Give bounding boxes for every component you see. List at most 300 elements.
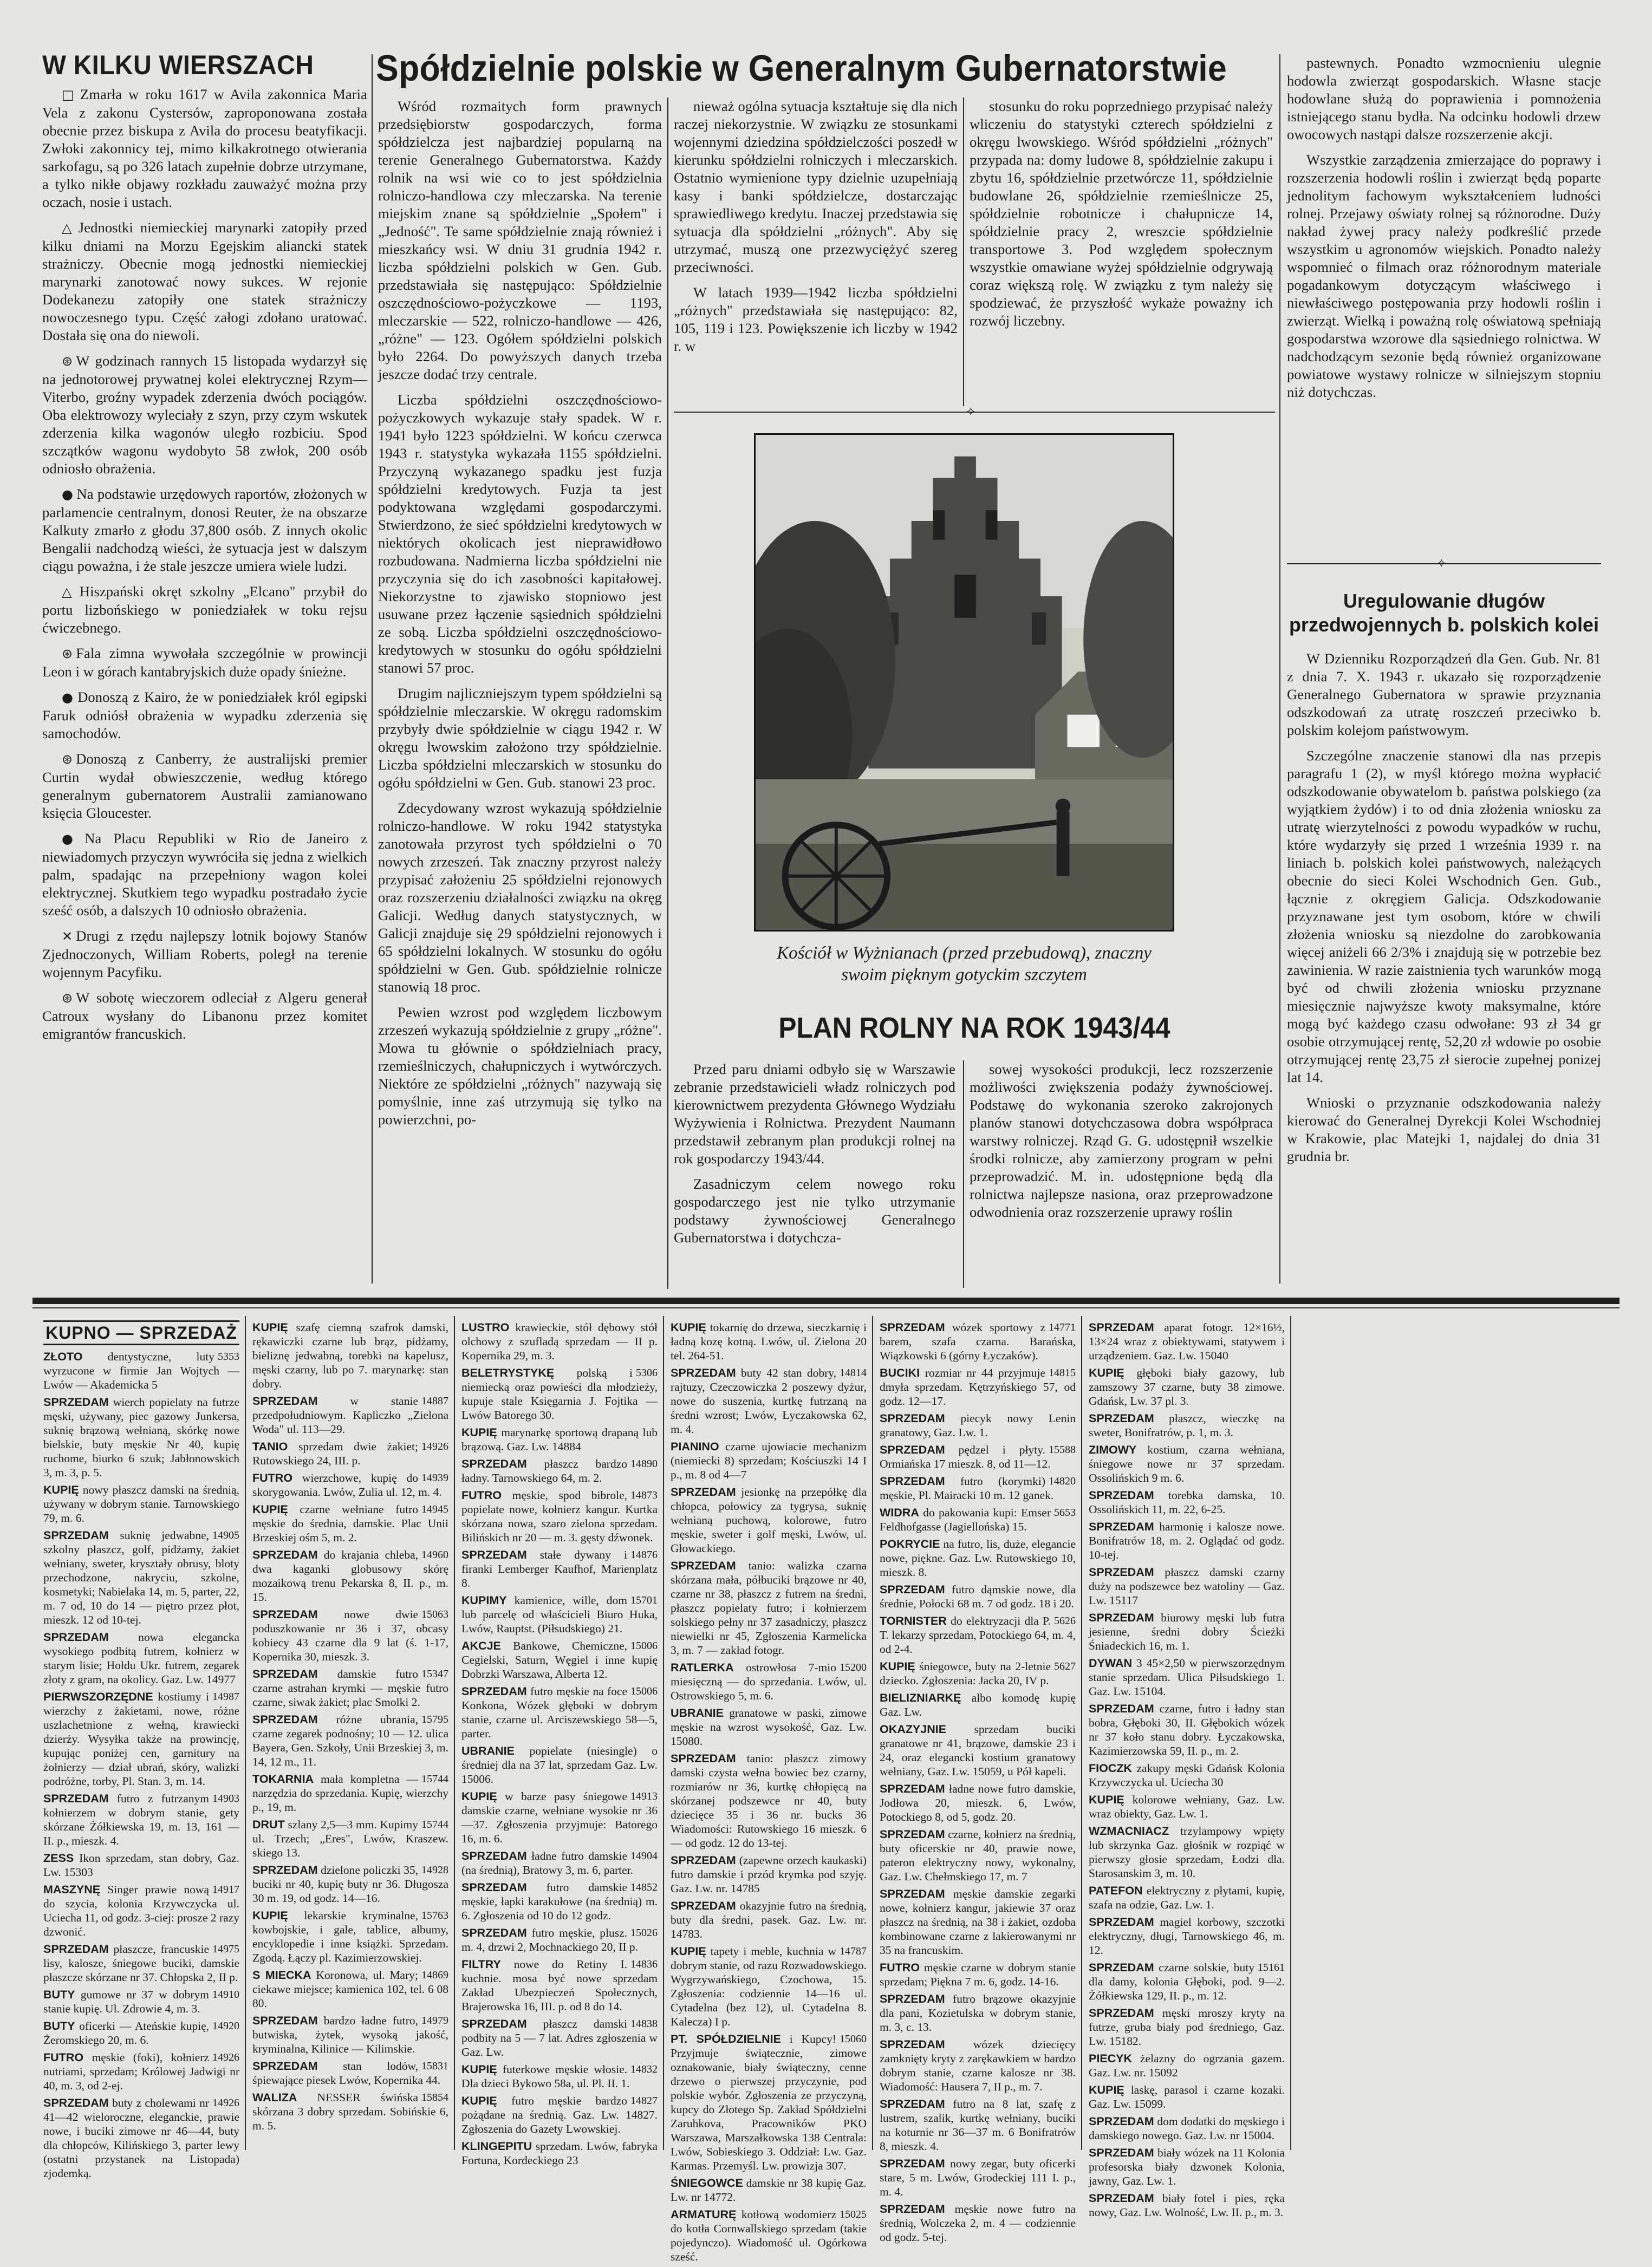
classified-ad bbox=[1089, 1565, 1285, 1607]
ad-keyword: SPRZEDAM bbox=[43, 1529, 109, 1542]
ad-number: 14869 bbox=[421, 1969, 448, 1981]
ad-keyword: SPRZEDAM bbox=[1089, 1321, 1154, 1334]
ad-text: rozmiar nr 44 przyjmuje dmyła sprzedam. Kętrzyńskiego 57, od godz. 12—17. bbox=[880, 1366, 1076, 1408]
short-news-item bbox=[42, 644, 367, 681]
classified-ad bbox=[880, 1411, 1076, 1439]
main-article-paragraph: Pewien wzrost pod względem liczbowym zrzeszeń wykazują spółdzielnie z grupy „różne". Mowa tu głównie o spółdzielniach pracy, rzemieślniczych, chałupniczych i wytwórczych. Niektóre ze spółdzielni „różnych" nazywają się pomyślnie, inne zaś utrzymują się tylko na powierzchni, po- bbox=[378, 1004, 662, 1128]
ad-keyword: SPRZEDAM bbox=[252, 1548, 318, 1561]
news-bullet-icon: ⊛ bbox=[62, 646, 73, 661]
ad-number: 14926 bbox=[421, 1441, 448, 1452]
ad-keyword: SPRZEDAM bbox=[880, 2097, 945, 2110]
ad-keyword: PIECYK bbox=[1089, 2052, 1133, 2065]
ad-text: Ikon sprzedam, stan dobry, Gaz. Lw. 15303 bbox=[43, 1852, 239, 1879]
ad-keyword: SPRZEDAM bbox=[671, 1854, 736, 1867]
short-news-item bbox=[42, 927, 367, 981]
classified-ad bbox=[43, 2096, 239, 2180]
ad-keyword: SPRZEDAM bbox=[880, 1828, 945, 1841]
ad-text: futro męskie bardzo pożądane na średnią. Gaz. Lw. 14827. Zgłoszenia do Gazety Lwowskiej. bbox=[461, 2094, 658, 2135]
ad-keyword: SPRZEDAM bbox=[671, 1899, 736, 1912]
classified-ad bbox=[252, 1607, 448, 1664]
ad-keyword: SPRZEDAM bbox=[1089, 2115, 1154, 2128]
classified-ad bbox=[880, 1659, 1076, 1688]
ad-keyword: SPRZEDAM bbox=[880, 2038, 945, 2051]
ad-keyword: SPRZEDAM bbox=[461, 1881, 527, 1894]
ad-keyword: ŚNIEGOWCE bbox=[671, 2177, 743, 2190]
ad-number: 14928 bbox=[421, 1864, 448, 1876]
ad-text: wierzchowe, kupię do skorygowania. Lwów, Zulia ul. 12, m. 4. bbox=[252, 1471, 442, 1499]
ads-column-5 bbox=[880, 1320, 1076, 2248]
column-rule bbox=[963, 1060, 964, 1288]
short-news-item bbox=[42, 352, 367, 478]
main-article-col3 bbox=[970, 97, 1273, 337]
ad-text: krawieckie, stół dębowy stół olchowy z szufladą sprzedam — II p. Kopernika 29, m. 3. bbox=[461, 1321, 658, 1362]
ad-number: 15588 bbox=[1049, 1444, 1076, 1456]
main-article-paragraph: nieważ ogólna sytuacja kształtuje się dla nich raczej niekorzystnie. W związku ze stosunkami wojennymi dziedzina spółdzielczości poszedł w kierunku spółdzielni rolniczych i mleczarskich. Ostatnio wymienione typy dzielnie uzupełniają kasy i banki spółdzielcze, dostarczając sprawiedliwego kredytu. Inaczej przedstawia się sytuacja dla spółdzielni „różnych". Aby się utrzymać, muszą one przezwyciężyć szereg przeciwności. bbox=[674, 98, 958, 275]
classified-ad bbox=[1089, 1656, 1285, 1698]
classified-ad bbox=[461, 1425, 658, 1454]
classified-ad bbox=[1089, 1520, 1285, 1562]
classified-ad bbox=[1089, 1320, 1285, 1363]
ad-text: i Kupcy! Przyjmuje świątecznie, zimowe oznakowanie, biały świąteczny, cenne drzewo o pierwszej przyczynie, pod polskie wybór. Zgłoszenia ze przyczyną, kupcy do Złotego Sp. Zakład Spółdzielni Zaruhkova, Pracowników PKO Warszawa, Marszałkowska 138 Centrala: Lwów, Sobieskiego 3. Oddział: Lw. Gaz. Karmas. Przemyśl. Lw. prowizja 307. bbox=[671, 2033, 867, 2172]
ad-text: głęboki biały gazowy, lub zamszowy 37 czarne, buty 38 zimowe. Gdańsk, Lw. 37 pl. 3. bbox=[1089, 1366, 1285, 1408]
ad-keyword: SPRZEDAM bbox=[252, 1667, 318, 1680]
ad-text: płaszcz bardzo ładny. Tarnowskiego 64, m. 2. bbox=[461, 1457, 627, 1484]
classified-ad bbox=[461, 1593, 658, 1636]
ad-keyword: SPRZEDAM bbox=[880, 1583, 945, 1596]
news-bullet-icon: □ bbox=[62, 87, 77, 102]
column-rule bbox=[667, 97, 668, 1289]
news-bullet-icon: ● bbox=[62, 487, 74, 502]
ad-text: popielate (niesingle) o średniej dla na 37 lat, sprzedam Gaz. Lw. 15006. bbox=[461, 1744, 658, 1786]
classified-ad bbox=[671, 1366, 867, 1436]
classified-ad bbox=[43, 1882, 239, 1939]
ad-number: 15006 bbox=[630, 1685, 658, 1697]
ad-text: wierch popielaty na futrze męski, używany, piec gazowy Junkersa, suknię brązową wełnianą, skórkę nowe bielskie, buty męskie Nr 40, kupię ruchome, biurko 6 szuk; Jabłonowskich 3, m. 3, p. 5. bbox=[43, 1396, 239, 1479]
main-article-paragraph: Liczba spółdzielni oszczędnościowo-pożyczkowych wykazuje stały spadek. W r. 1941 było 1223 spółdzielni. W końcu czerwca 1943 r. statystyka wykazała 1155 spółdzielni. Przyczyną wykazanego spadku jest fuzja spółdzielni kredytowych. Fuzja ta jest podyktowana względami gospodarczymi. Stwierdzono, że sieć spółdzielni kredytowych w niektórych okolicach jest nieprawidłowo rozbudowana. Nadmierna liczba spółdzielni nie przyczynia się do ich zasobności kapitałowej. Niekorzystne to zjawisko stopniowo jest usuwane przez łączenie sąsiednich spółdzielni ze sobą. Liczba spółdzielni oszczędnościowo-kredytowych w stosunku do ogółu spółdzielni stanowi 57 proc. bbox=[378, 392, 662, 676]
ad-keyword: KUPIĘ bbox=[461, 1790, 497, 1803]
classified-ad bbox=[252, 1320, 448, 1391]
classified-ad bbox=[671, 1485, 867, 1555]
ad-text: futro z futrzanym kołnierzem w dobrym stanie, gety skórzane Żółkiewska 19, m. 13, 161 — II. p., mieszk. 4. bbox=[43, 1792, 239, 1847]
ad-number: 5627 bbox=[1054, 1660, 1076, 1672]
ad-number: 15744 bbox=[421, 1773, 448, 1785]
ad-text: sprzedam buciki granatowe nr 41, brązowe, damskie 23 i 24, oraz elegancki kostium granatowy wełniany, Gaz. Lw. 15059, u Pół kapeli. bbox=[880, 1723, 1076, 1778]
ad-number: 14815 bbox=[1049, 1367, 1076, 1379]
news-bullet-icon: ⊛ bbox=[62, 752, 73, 767]
ad-text: futro męskie na foce Konkona, Wózek głęboki w dobrym stanie, czarne ul. Arciszewskiego 58—5, parter. bbox=[461, 1685, 658, 1740]
ad-text: polską i niemiecką oraz powieści dla młodzieży, kupuje stale Księgarnia J. Fojtika — Lwów Batorego 30. bbox=[461, 1366, 658, 1422]
photo-caption: Kościół w Wyżnianach (przed przebudową), znaczny swoim pięknym gotyckim szczytem bbox=[777, 943, 1152, 985]
ad-number: 14917 bbox=[212, 1884, 239, 1895]
ad-text: NESSER świńska skórzana 3 dobry sprzedam. Sobińskie 6, m. 5. bbox=[252, 2091, 448, 2132]
ad-keyword: KUPIMY bbox=[461, 1594, 507, 1607]
ad-keyword: KUPIĘ bbox=[461, 2094, 497, 2107]
classified-ad bbox=[43, 1483, 239, 1525]
classified-ad bbox=[671, 1660, 867, 1703]
classified-ad bbox=[1089, 1761, 1285, 1789]
ad-keyword: BIELIZNIARKĘ bbox=[880, 1691, 961, 1704]
ads-column-2 bbox=[252, 1320, 448, 2136]
ad-text: kostiumy i wierzchy z żakietami, nowe, różne uszlachetnione z wełną, krawiecki dzierży. Wysyłka także na prowincję, kupując poniżej cen, garnitury na żołnierzy — dział ubrań, skóry, walizki podróżne, torby, Pl. Stan. 3, m. 14. bbox=[43, 1690, 239, 1788]
ad-text: dzielone policzki 35, buciki nr 40, kupię buty nr 36. Długosza 30 m. 19, od godz. 14—16. bbox=[252, 1864, 448, 1905]
classified-ad bbox=[671, 1899, 867, 1941]
ad-text: ładne nowe futro damskie, Jodłowa 20, mieszk. 6, Lwów, Potockiego 8, od 5, godz. 20. bbox=[880, 1782, 1076, 1823]
ad-keyword: SPRZEDAM bbox=[461, 1548, 527, 1561]
ad-text: męski mroszy kryty na futrze, gruba biały pod średniego, Gaz. Lw. 15182. bbox=[1089, 2007, 1285, 2048]
short-news-text: W godzinach rannych 15 listopada wydarzył się na jednotorowej prywatnej kolei elektrycznej Rzym—Viterbo, groźny wypadek zderzenia dwóch pociągów. Oba elektrowozy wyleciały z szyn, przy czym wskutek zderzenia kilka wagonów uległo rozbiciu. Spod szczątków wagonu wydobyto 58 zwłok, 200 osób odniosło obrażenia. bbox=[42, 353, 367, 477]
ad-text: żelazny do ogrzania gazem. Gaz. Lw. nr. 15092 bbox=[1089, 2052, 1285, 2079]
classified-ad bbox=[461, 1684, 658, 1741]
column-rule bbox=[372, 54, 373, 1284]
plan-article-left bbox=[674, 1060, 955, 1254]
classified-ad bbox=[880, 1537, 1076, 1579]
ad-number: 15200 bbox=[840, 1662, 867, 1673]
classified-ad bbox=[880, 1366, 1076, 1408]
classified-ad bbox=[252, 1968, 448, 2010]
classified-ad bbox=[43, 1690, 239, 1788]
ad-number: 5653 bbox=[1054, 1507, 1076, 1519]
separator-ornament: ⟡ bbox=[1438, 556, 1446, 570]
farming-column bbox=[1287, 54, 1601, 409]
ad-text: szlany 2,5—3 mm. Kupimy ul. Trzech; „Eres", Lwów, Kraszew. skiego 13. bbox=[252, 1818, 448, 1859]
classified-ad bbox=[43, 2050, 239, 2093]
ad-keyword: KUPIĘ bbox=[671, 1945, 706, 1958]
news-bullet-icon: ✕ bbox=[62, 929, 73, 944]
ad-text: futro dąmskie nowe, dla średnie, Połocki 68 m. 7 od godz. 18 i 20. bbox=[880, 1583, 1076, 1610]
ad-keyword: SPRZEDAM bbox=[1089, 1489, 1154, 1502]
ad-number: 14887 bbox=[421, 1395, 448, 1407]
ad-keyword: SPRZEDAM bbox=[880, 1887, 945, 1900]
classified-ad bbox=[880, 1691, 1076, 1719]
ad-number: 14979 bbox=[421, 2015, 448, 2027]
ad-keyword: BUTY bbox=[43, 2020, 75, 2033]
ad-keyword: WIDRA bbox=[880, 1506, 919, 1519]
ad-text: różne ubrania, czarne zegarek podnośny; 10 — 12. ulica Bayera, Gen. Szkoły, Unii Brzeskiej 3, m. 14, 12 m., 11. bbox=[252, 1713, 448, 1768]
news-bullet-icon: △ bbox=[62, 584, 76, 600]
classified-ad bbox=[461, 1744, 658, 1786]
plan-headline: PLAN ROLNY NA ROK 1943/44 bbox=[778, 1012, 1170, 1044]
ad-number: 14904 bbox=[630, 1850, 658, 1862]
classified-ad bbox=[1089, 1611, 1285, 1653]
ad-text: męskie nowe futro na średnią, Wolczeka 2, m. 4 — codziennie od godz. 5-tej. bbox=[880, 2203, 1076, 2244]
ad-keyword: SPRZEDAM bbox=[880, 1992, 945, 2005]
ad-keyword: BELETRYSTYKĘ bbox=[461, 1366, 555, 1379]
ad-number: 14836 bbox=[630, 1958, 658, 1970]
ad-text: kostium, czarna wełniana, śniegowe nowe nr 37 sprzedam. Ossolińskich 9 m. 6. bbox=[1089, 1443, 1285, 1484]
ad-keyword: POKRYCIE bbox=[880, 1538, 940, 1551]
ad-number: 14903 bbox=[212, 1793, 239, 1805]
news-bullet-icon: ⊛ bbox=[62, 991, 73, 1006]
ads-section-rule bbox=[32, 1298, 1620, 1304]
ad-text: tanio: płaszcz zimowy damski czysta wełna bowiec bez czarny, rozmiarów nr 36, kurtkę chłopięcą na skórzanej podszewce nr 40, buty dziecięce 35 i 36 nr. bucks 36 Wiadomości: Rutowskiego 16 mieszk. 6 — od godz. 12 do 13-tej. bbox=[671, 1752, 867, 1849]
classified-ad bbox=[1089, 1793, 1285, 1821]
ad-keyword: ZŁOTO bbox=[43, 1350, 83, 1363]
ads-column-1 bbox=[43, 1320, 239, 2184]
ad-text: czarne solskie, buty dla damy, kolonia Głęboki, pod. 9—2. Żółkiewska 129, II. p., m. 12. bbox=[1089, 1961, 1285, 2002]
classified-ad bbox=[461, 1926, 658, 1954]
church-photo-drawing bbox=[756, 435, 1173, 930]
classified-ad bbox=[671, 2176, 867, 2204]
ad-text: Singer prawie nową do szycia, kolonia Krzywczycka ul. Uciecha 11, od godz. 3-ciej: prosze 2 razy dzwonić. bbox=[43, 1883, 239, 1938]
ad-keyword: KUPIĘ bbox=[671, 1321, 706, 1334]
ad-keyword: PIANINO bbox=[671, 1440, 719, 1453]
ad-keyword: SPRZEDAM bbox=[461, 2017, 527, 2030]
ad-text: tokarnię do drzewa, sieczkarnię i ładną kozę kotną. Lwów, ul. Zielona 20 tel. 264-51. bbox=[671, 1321, 867, 1362]
main-article-paragraph: Wśród rozmaitych form prawnych przedsiębiorstw gospodarczych, forma spółdzielcza jest najbardziej popularną na terenie Generalnego Gubernatorstwa. Każdy rolnik na wsi wie co to jest spółdzielnia rolniczo-handlowa czy mleczarska. Na terenie miejskim znane są spółdzielnie „Społem" i „Jedność". Te same spółdzielnie znają również i mieszkańcy wsi. W dniu 31 grudnia 1942 r. liczba spółdzielni polskich w Gen. Gub. przedstawiała się następująco: Spółdzielnie oszczędnościowo-pożyczkowe — 1193, mleczarskie — 522, rolniczo-handlowe — 426, „różne" — 123. Ogółem spółdzielni polskich było 2264. Do powyższych danych trzeba jeszcze dodać trzy centrale. bbox=[378, 98, 662, 382]
ad-text: ostrowłosa 7-mio miesięczną — do sprzedania. Lwów, ul. Ostrowskiego 5, m. 6. bbox=[671, 1661, 867, 1702]
ad-keyword: ARMATURĘ bbox=[671, 2208, 737, 2221]
ad-text: futro (korymki) męskie, Pl. Mairacki 10 m. 12 ganek. bbox=[880, 1475, 1054, 1502]
classified-ad bbox=[252, 2090, 448, 2133]
ad-keyword: KLINGEPITU bbox=[461, 2140, 532, 2153]
main-article-col2 bbox=[674, 97, 958, 363]
ad-keyword: SPRZEDAM bbox=[1089, 2146, 1154, 2159]
classified-ad bbox=[461, 1366, 658, 1422]
ad-text: nowy zegar, buty oficerki stare, 5 m. Lwów, Grodeckiej 111 I. p., m. 4. bbox=[880, 2157, 1076, 2198]
ad-keyword: FUTRO bbox=[252, 1471, 293, 1484]
ad-keyword: UBRANIE bbox=[671, 1706, 724, 1719]
short-news-item bbox=[42, 830, 367, 920]
ad-keyword: RATLERKA bbox=[671, 1661, 734, 1674]
ad-text: do elektryzacji dla P. T. lekarzy sprzedam, Potockiego 64, m. 4, od 2-4. bbox=[880, 1614, 1076, 1656]
ad-keyword: SPRZEDAM bbox=[671, 1486, 736, 1499]
classified-ad bbox=[671, 1944, 867, 2029]
ad-keyword: ZESS bbox=[43, 1852, 74, 1865]
ad-keyword: PIERWSZORZĘDNE bbox=[43, 1690, 153, 1703]
ad-keyword: KUPIĘ bbox=[1089, 2083, 1124, 2096]
classified-ad bbox=[252, 2059, 448, 2087]
plan-article-paragraph: sowej wysokości produkcji, lecz rozszerzenie możliwości zwiększenia podaży żywnościowej. Podstawę do wykonania szeroko zakrojonych planów stanowi dotychczasowa dobra współpraca warstwy rolniczej. Rząd G. G. udostępnił wszelkie środki rolnicze, aby zamierzony program w pełni przeprowadzić. M. in. udostępnione będą dla rolnictwa najlepsze nasiona, oraz przeprowadzone odwodnienia oraz rozszerzenie uprawy roślin bbox=[970, 1061, 1273, 1220]
ad-keyword: PATEFON bbox=[1089, 1884, 1143, 1897]
ad-text: futerkowe męskie włosie. Dla dzieci Bykowo 58a, ul. Pl. II. 1. bbox=[461, 2063, 630, 2090]
ad-number: 15744 bbox=[421, 1819, 448, 1830]
classified-ad bbox=[1089, 1411, 1285, 1439]
ad-keyword: KUPIĘ bbox=[252, 1321, 288, 1334]
classified-ad bbox=[43, 1630, 239, 1686]
ad-text: płaszcz damski podbity na 5 — 7 lat. Adres zgłoszenia w Gaz. Lw. bbox=[461, 2017, 658, 2058]
ad-text: wózek sportowy z barem, szafa czarna. Barańska, Wiązkowski 6 (górny Łyczaków). bbox=[880, 1321, 1076, 1362]
plan-article-paragraph: Przed paru dniami odbyło się w Warszawie zebranie przedstawicieli władz rolniczych pod kierownictwem prezydenta Głównego Wydziału Wyżywienia i Rolnictwa. Prezydent Naumann przedstawił zebranym plan produkcji rolnej na rok gospodarczy 1943/44. bbox=[674, 1061, 955, 1167]
farming-paragraph: pastewnych. Ponadto wzmocnieniu ulegnie hodowla zwierząt gospodarskich. Własne stacje hodowlane służą do poprawienia i pomnożenia istniejącego stanu bydła. Na odcinku hodowli drzew owocowych nastąpi dalsze rozszerzenie akcji. bbox=[1287, 55, 1601, 142]
short-news-item bbox=[42, 688, 367, 742]
short-news-item bbox=[42, 485, 367, 575]
ad-text: trzylampowy wpięty lub skrzynka Gaz. głośnik w rozpiąć w pierwszy głosie sprzedam, Łodzi dla. Starosanskim 3, m. 10. bbox=[1089, 1825, 1285, 1880]
ad-keyword: SPRZEDAM bbox=[252, 1713, 318, 1726]
news-bullet-icon: △ bbox=[62, 220, 75, 236]
classified-ad bbox=[461, 2017, 658, 2059]
classified-ad bbox=[880, 2097, 1076, 2153]
ad-keyword: SPRZEDAM bbox=[252, 2060, 318, 2073]
classified-ad bbox=[461, 1849, 658, 1877]
ad-text: stałe dywany i firanki Lemberger Kaufhof, Marienplatz 8. bbox=[461, 1548, 658, 1589]
ad-text: tanio: walizka czarna skórzana mała, półbuciki brązowe nr 40, czarne nr 38, płaszcz z futrem na średni, płaszcz popielaty futro; i kołnierzem solskiego pełny nr 37 zasadniczy, płaszcz niewielki nr 45, Zgłoszenia Karmelicka 3, m. 7 — zakład fotogr. bbox=[671, 1559, 867, 1657]
classified-ad bbox=[252, 1863, 448, 1905]
classified-ad bbox=[880, 1960, 1076, 1989]
ad-keyword: SPRZEDAM bbox=[43, 1943, 109, 1956]
ad-number: 15006 bbox=[630, 1640, 658, 1652]
ad-number: 14910 bbox=[212, 1989, 239, 2001]
classified-ad bbox=[1089, 2006, 1285, 2048]
short-news-item bbox=[42, 86, 367, 211]
short-news-text: Zmarła w roku 1617 w Avila zakonnica Maria Vela z zakonu Cystersów, zaproponowana została obecnie przez biskupa z Avila do procesu beatyfikacji. Zwłoki zakonnicy tej, mimo kilkakrotnego otwierania sarkofagu, są po 326 latach zupełnie dobrze utrzymane, a tylko nikłe objawy rozkładu zauważyć można przy oczach, nosie i ustach. bbox=[42, 86, 367, 210]
classified-ad bbox=[671, 1559, 867, 1657]
classified-ad bbox=[252, 1548, 448, 1604]
short-news-text: Hiszpański okręt szkolny „Elcano" przybił do portu lizbońskiego w poniedziałek w toku rejsu ćwiczebnego. bbox=[42, 583, 368, 636]
ad-keyword: SPRZEDAM bbox=[461, 1685, 527, 1698]
ad-number: 14873 bbox=[630, 1489, 658, 1501]
ad-text: buty 42 stan dobry, rajtuzy, Czeczowiczka 2 poszewy dyżur, nowe do suszenia, kurtkę futrzaną na średni wzrost; Lwów, Łyczakowska 62, m. 4. bbox=[671, 1366, 867, 1436]
ad-keyword: KUPIĘ bbox=[252, 1503, 288, 1516]
ad-text: ładne futro damskie (na średnią), Bratowy 3, m. 6, parter. bbox=[461, 1849, 634, 1877]
ad-text: albo komodę kupię Gaz. Lw. bbox=[880, 1691, 1076, 1718]
classified-ad bbox=[252, 1667, 448, 1709]
debts-headline-block bbox=[1287, 589, 1601, 637]
ad-keyword: SPRZEDAM bbox=[671, 1559, 736, 1572]
ad-keyword: SPRZEDAM bbox=[880, 1321, 945, 1334]
ad-keyword: FUTRO bbox=[43, 2051, 84, 2064]
debts-paragraph: Szczególne znaczenie stanowi dla nas przepis paragrafu 1 (2), w myśl którego można wypłacić odszkodowanie obywatelom b. państwa polskiego (za wyjątkiem żydów) i to od dnia złożenia wniosku za utratę wierzytelności z powodu wypadków w ruchu, które wydarzyły się przed 1 września 1939 r. na liniach b. polskich kolei państwowych, należących obecnie do sieci Kolei Wschodnich Gen. Gub., łącznie z okręgiem Galicja. Odszkodowanie przyznawane jest tym osobom, które w chwili złożenia wniosku są niezdolne do zarobkowania więcej aniżeli 66 2/3% i znajdują się w potrzebie bez zawinienia. W razie zaistnienia tych warunków mogą być od chwili złożenia wniosku przyznane miesięcznie najwyższe kwoty maksymalne, które mogą być każdego czasu odwołane: 93 zł 34 gr osobie otrzymującej rentę, 52,20 zł wdowie po osobie otrzymującej rentę 23,75 zł sierocie zupełnej ponizej lat 14. bbox=[1287, 747, 1601, 1085]
farming-paragraph: Wszystkie zarządzenia zmierzające do poprawy i rozszerzenia hodowli roślin i zwierząt będą poparte jednolitym fachowym wykształceniem ludności rolnej. Przejawy oświaty rolnej są różnorodne. Duży nakład żywej pracy należy podkreślić przede wszystkim u agronomów wiejskich. Ponadto należy wspomnieć o filmach oraz różnorodnym materiale pogadankowym dotyczącym właściwego i niewłaściwego postępowania przy hodowli roślin i zwierząt. Wielką i poważną rolę oświatową spełniają gospodarstwa wzorowe dla sąsiedniego rolnictwa. W nadchodzącym sezonie będą również organizowane powiatowe wystawy rolnicze w silniejszym stopniu niż dotychczas. bbox=[1287, 152, 1601, 400]
classified-ad bbox=[671, 1853, 867, 1895]
ad-keyword: SPRZEDAM bbox=[43, 1792, 109, 1805]
ad-text: suknię jedwabne, szkolny płaszcz, golf, pidżamy, żakiet wełniany, sweter, kryształy obrusy, bloty przechodzone, nakryciu, szkolne, kosmetyki; Nabielaka 14, m. 5, parter, 22, m. 7 od, 10 do 14 — piętro przez płot, mieszk. 12 od 10-tej. bbox=[43, 1529, 239, 1626]
ad-number: 15763 bbox=[421, 1910, 448, 1921]
ad-number: 5353 bbox=[218, 1351, 239, 1363]
ad-keyword: AKCJE bbox=[461, 1639, 501, 1652]
ad-number: 15831 bbox=[421, 2060, 448, 2072]
ad-text: kamienice, wille, dom lub parcelę od właścicieli Biuro Huka, Lwów, Rauptst. (Piłsudskiego) 21. bbox=[461, 1594, 658, 1635]
short-news-item bbox=[42, 750, 367, 822]
ad-keyword: TOKARNIA bbox=[252, 1773, 314, 1786]
ad-text: do pakowania kupi: Emser Feldhofgasse (Jagiellońska) 15. bbox=[880, 1506, 1051, 1533]
ads-column-rule bbox=[872, 1316, 873, 2150]
ad-number: 14876 bbox=[630, 1549, 658, 1561]
news-bullet-icon: ● bbox=[62, 831, 82, 846]
ad-number: 15060 bbox=[840, 2033, 867, 2045]
ad-keyword: ZIMOWY bbox=[1089, 1443, 1137, 1456]
ads-column-rule bbox=[663, 1316, 664, 2150]
ads-column-rule bbox=[1290, 1316, 1291, 2150]
ad-text: marynarkę sportową drapaną lub brązową. Gaz. Lw. 14884 bbox=[461, 1426, 658, 1453]
main-article-col1 bbox=[378, 97, 662, 1136]
ad-text: zakupy męski Gdańsk Kolonia Krzywczycka ul. Uciecha 30 bbox=[1089, 1762, 1285, 1789]
classified-ad bbox=[671, 1751, 867, 1850]
ad-text: damskie nr 38 kupię Gaz. Lw. nr 14772. bbox=[671, 2177, 867, 2204]
ad-keyword: BUTY bbox=[43, 1988, 75, 2001]
ad-keyword: KUPIĘ bbox=[1089, 1793, 1124, 1806]
ad-text: torebka damska, 10. Ossolińskich 11, m. 22, 6-25. bbox=[1089, 1489, 1285, 1516]
ad-number: 14838 bbox=[630, 2018, 658, 2030]
classified-ad bbox=[1089, 2191, 1285, 2219]
classified-ad bbox=[461, 1457, 658, 1485]
ad-text: w barze pasy śniegowe damskie czarne, wełniane wysokie nr 36—37. Zgłoszenia przyjmuje: Batorego 16, m. 6. bbox=[461, 1790, 658, 1845]
classified-ad bbox=[880, 1887, 1076, 1957]
classified-ad bbox=[461, 2094, 658, 2136]
classified-ad bbox=[1089, 2146, 1285, 2188]
ad-text: damskie futro czarne astrahan krymki — męskie futro czarne, siwak żakiet; plac Smolki 2. bbox=[252, 1667, 448, 1709]
ads-column-3 bbox=[461, 1320, 658, 2171]
classified-ad bbox=[1089, 2083, 1285, 2111]
ad-text: futro brązowe okazyjnie dla pani, Kozietulska w dobrym stanie, m. 3, c. 13. bbox=[880, 1992, 1076, 2034]
debts-headline: Uregulowanie długów przedwojennych b. polskich kolei bbox=[1289, 590, 1599, 636]
ad-text: buty z cholewami nr 41—42 wieloroczne, eleganckie, prawie nowe, i buciki zimowe nr 46—44, buty dla chłopców, Kilińskiego 3, parter lewy (ostatni przystanek na Listopada) zjodemką. bbox=[43, 2096, 239, 2180]
ad-text: śniegowce, buty na 2-letnie dziecko. Zgłoszenia: Jacka 20, IV p. bbox=[880, 1660, 1051, 1687]
classified-ad bbox=[43, 1350, 239, 1392]
ad-text: granatowe w paski, zimowe męskie na wzrost wysokość, Gaz. Lw. 15080. bbox=[671, 1706, 867, 1748]
ad-keyword: DRUT bbox=[252, 1818, 285, 1831]
ad-number: 14852 bbox=[630, 1881, 658, 1893]
classified-ad bbox=[461, 1639, 658, 1681]
classified-ad bbox=[671, 1706, 867, 1748]
ad-text: aparat fotogr. 12×16½, 13×24 wraz z obiektywami, statywem i urządzeniem. Gaz. Lw. 15040 bbox=[1089, 1321, 1285, 1362]
classified-ad bbox=[1089, 1366, 1285, 1408]
ad-keyword: FIOCZK bbox=[1089, 1762, 1133, 1775]
ads-column-6 bbox=[1089, 1320, 1285, 2223]
classified-ad bbox=[461, 1789, 658, 1846]
ad-text: płaszcz damski czarny duży na podszewce bez watoliny — Gaz. Lw. 15117 bbox=[1089, 1566, 1285, 1607]
plan-article-paragraph: Zasadniczym celem nowego roku gospodarczego jest nie tylko utrzymanie podstawy żywnościowej Generalnego Gubernatorstwa i dotychcza- bbox=[674, 1176, 955, 1246]
ad-text: męskie (foki), kołnierz nutriami, sprzedam; Królowej Jadwigi nr 40, m. 3, od 2-ej. bbox=[43, 2051, 239, 2092]
classified-ad bbox=[461, 2062, 658, 2090]
main-headline: Spółdzielnie polskie w Generalnym Gubernatorstwie bbox=[376, 48, 1227, 89]
classified-ad bbox=[1089, 1960, 1285, 2003]
classified-ad bbox=[1089, 1824, 1285, 1880]
ad-text: biurowy męski lub futra jesienne, średni dobry Ścieżki Śniadeckich 16, m. 1. bbox=[1089, 1611, 1285, 1652]
ad-keyword: SPRZEDAM bbox=[461, 1457, 527, 1470]
ad-keyword: SPRZEDAM bbox=[1089, 1702, 1154, 1715]
ad-keyword: TANIO bbox=[252, 1440, 288, 1453]
ad-text: stan lodów, śpiewające piesek Lwów, Kopernika 44. bbox=[252, 2060, 441, 2087]
ad-number: 15026 bbox=[630, 1927, 658, 1939]
ad-keyword: BUCIKI bbox=[880, 1366, 920, 1379]
classified-ad bbox=[43, 1988, 239, 2016]
classified-ad bbox=[880, 2202, 1076, 2244]
classified-ad bbox=[461, 1957, 658, 2014]
ad-text: futro damskie męskie, łapki karakułowe (na średnią) m. 6. Zgłoszenia od 10 do 12 godz. bbox=[461, 1881, 658, 1922]
short-news-text: Donoszą z Canberry, że australijski premier Curtin wydał obwieszczenie, według którego generalnym gubernatorem Australii zamianowano księcia Gloucester. bbox=[42, 751, 367, 821]
ad-keyword: FUTRO bbox=[461, 1489, 502, 1502]
ads-header: KUPNO — SPRZEDAŻ bbox=[43, 1320, 239, 1345]
debts-article bbox=[1287, 650, 1601, 1173]
classified-ad bbox=[880, 1506, 1076, 1534]
ad-text: nowy płaszcz damski na średnią, używany w dobrym stanie. Tarnowskiego 79, m. 6. bbox=[43, 1483, 239, 1525]
classified-ad bbox=[880, 1474, 1076, 1502]
ad-keyword: FUTRO bbox=[880, 1961, 920, 1974]
ads-column-rule bbox=[1081, 1316, 1082, 2150]
ad-keyword: WZMACNIACZ bbox=[1089, 1825, 1169, 1838]
ad-text: czarne, futro i ładny stan bobra, Głęboki 30, II. Głębokich wózek nr 37 koło stanu dobry. Łyczakowska, Kazimierzowska 59, II. p., m. 2. bbox=[1089, 1702, 1285, 1757]
ad-keyword: S MIECKA bbox=[252, 1969, 311, 1982]
ad-keyword: SPRZEDAM bbox=[461, 1926, 527, 1939]
ad-keyword: PT. SPÓŁDZIELNIE bbox=[671, 2033, 781, 2045]
ad-text: na futro, lis, duże, elegancie nowe, piękne. Gaz. Lw. Rutowskiego 10, mieszk. 8. bbox=[880, 1538, 1076, 1579]
ad-text: jesionkę na przepółkę dla chłopca, połowicy za tygrysa, suknię wełnianą puchową, kolorowe, futro męskie, sweter i golf męski, Lwów, ul. Głowackiego. bbox=[671, 1486, 867, 1555]
column-rule bbox=[963, 97, 964, 406]
classified-ad bbox=[1089, 1488, 1285, 1516]
classified-ad bbox=[880, 1782, 1076, 1824]
ad-number: 5626 bbox=[1054, 1615, 1076, 1627]
ad-text: 3 45×2,50 w pierwszorzędnym stanie sprzedam. Ulica Piłsudskiego 1. Gaz. Lw. 15104. bbox=[1089, 1657, 1285, 1698]
classified-ad bbox=[880, 1722, 1076, 1779]
ad-text: biały wózek na 11 Kolonia profesorska biały dzwonek Kolonia, jawny, Gaz. Lw. 1. bbox=[1089, 2146, 1285, 2187]
ad-text: laskę, parasol i czarne kozaki. Gaz. Lw. 15099. bbox=[1089, 2083, 1285, 2110]
ad-text: męskie czarne w dobrym stanie sprzedam; Piękna 7 m. 6, godz. 14-16. bbox=[880, 1961, 1076, 1988]
ad-text: męskie damskie zegarki nowe, kołnierz kangur, jakiewie 37 oraz płaszcz na średnią, na 38 i żakiet, ozdoba kombinowane czarne z lakierowanymi nr 35 na francuskim. bbox=[880, 1887, 1076, 1957]
ad-text: nowa elegancka wysokiego podbitą futrem, kołnierz w starym lisie; Hołdu Ukr. futrem, zegarek złoty z gram, na okolicy. Gaz. Lw. 14977 bbox=[43, 1631, 239, 1686]
ad-keyword: SPRZEDAM bbox=[461, 1849, 527, 1862]
ad-keyword: SPRZEDAM bbox=[1089, 1566, 1154, 1579]
ad-text: męskie, spod bibrole, popielate nowe, kołnierz kangur. Kurtka skórzana nowa, szaro zielona sprzedam. Bilińskich nr 20 — m. 3. gęsty dźwonek. bbox=[461, 1489, 658, 1544]
